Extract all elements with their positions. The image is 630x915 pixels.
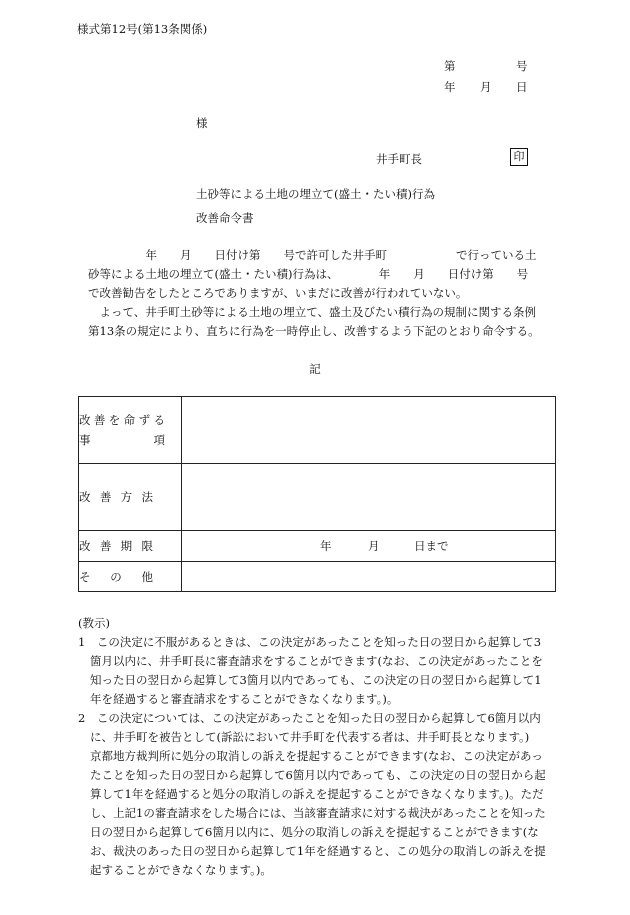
label-improvement-deadline: 改 善 期 限 <box>79 531 182 562</box>
number-go: 号 <box>516 59 528 73</box>
document-title-line1: 土砂等による土地の埋立て(盛土・たい積)行為 <box>196 187 435 201</box>
notes-line: お、裁決のあった日の翌日から起算して1年を経過すると、この処分の取消しの訴えを提 <box>90 844 546 858</box>
document-title-line2: 改善命令書 <box>196 211 254 225</box>
addressee: 様 <box>196 116 208 130</box>
notes-line: 京都地方裁判所に処分の取消しの訴えを提起することができます(なお、この決定があっ <box>90 749 543 763</box>
notes-line: 年を経過すると審査請求をすることができなくなります。)。 <box>90 692 399 706</box>
body-line: 第13条の規定により、直ちに行為を一時停止し、改善するよう下記のとおり命令する。 <box>88 324 540 338</box>
notes-line: 1 この決定に不服があるときは、この決定があったことを知った日の翌日から起算して3 <box>78 635 542 649</box>
notes-line: し、上記1の審査請求をした場合には、当該審査請求に対する裁決があったことを知った <box>90 806 546 820</box>
notes-line: 算して1年を経過すると処分の取消しの訴えを提起することができなくなります。)。ただ <box>90 787 544 801</box>
deadline-until: 日まで <box>414 539 449 553</box>
notes-line: 箇月以内に、井手町長に審査請求をすることができます(なお、この決定があったことを <box>90 654 543 668</box>
deadline-month: 月 <box>368 539 380 553</box>
table-row <box>79 562 556 592</box>
deadline-year: 年 <box>320 539 332 553</box>
value-improvement-method[interactable] <box>182 464 556 531</box>
notes-line: 2 この決定については、この決定があったことを知った日の翌日から起算して6箇月以内 <box>78 711 541 725</box>
date-day: 日 <box>516 80 528 94</box>
notes-heading: (教示) <box>78 616 110 630</box>
label-other: そ の 他 <box>79 562 182 592</box>
order-items-table <box>78 396 556 592</box>
form-number: 様式第12号(第13条関係) <box>77 22 208 36</box>
instruction-notes <box>78 614 558 880</box>
table-row <box>79 464 556 531</box>
notes-line: たことを知った日の翌日から起算して6箇月以内であっても、この決定の日の翌日から起 <box>90 768 546 782</box>
ki-heading: 記 <box>309 362 321 376</box>
notes-line: 知った日の翌日から起算して3箇月以内であっても、この決定の日の翌日から起算して1 <box>90 673 542 687</box>
date-year: 年 <box>444 80 456 94</box>
body-line: よって、井手町土砂等による土地の埋立て、盛土及びたい積行為の規制に関する条例 <box>88 305 537 319</box>
notes-line: 起することができなくなります。)。 <box>90 863 272 877</box>
seal-stamp: 印 <box>510 148 528 166</box>
table-row <box>79 531 556 562</box>
label-improvement-matters: 改 善 を 命 ず る 事 項 <box>79 397 182 464</box>
sender-name: 井手町長 <box>376 152 422 166</box>
number-dai: 第 <box>444 59 456 73</box>
notes-line: 日の翌日から起算して6箇月以内に、処分の取消しの訴えを提起することができます(な <box>90 825 539 839</box>
date-month: 月 <box>480 80 492 94</box>
table-row <box>79 397 556 464</box>
body-line: で改善勧告をしたところでありますが、いまだに改善が行われていない。 <box>88 286 468 300</box>
body-text <box>88 246 554 341</box>
body-line: 砂等による土地の埋立て(盛土・たい積)行為は、 年 月 日付け第 号 <box>88 267 529 281</box>
notes-line: に、井手町を被告として(訴訟において井手町を代表する者は、井手町長となります。) <box>90 730 530 744</box>
body-line: 年 月 日付け第 号で許可した井手町 で行っている土 <box>88 248 537 262</box>
value-other[interactable] <box>182 562 556 592</box>
label-improvement-method: 改 善 方 法 <box>79 464 182 531</box>
value-improvement-deadline[interactable] <box>182 531 556 562</box>
value-improvement-matters[interactable] <box>182 397 556 464</box>
